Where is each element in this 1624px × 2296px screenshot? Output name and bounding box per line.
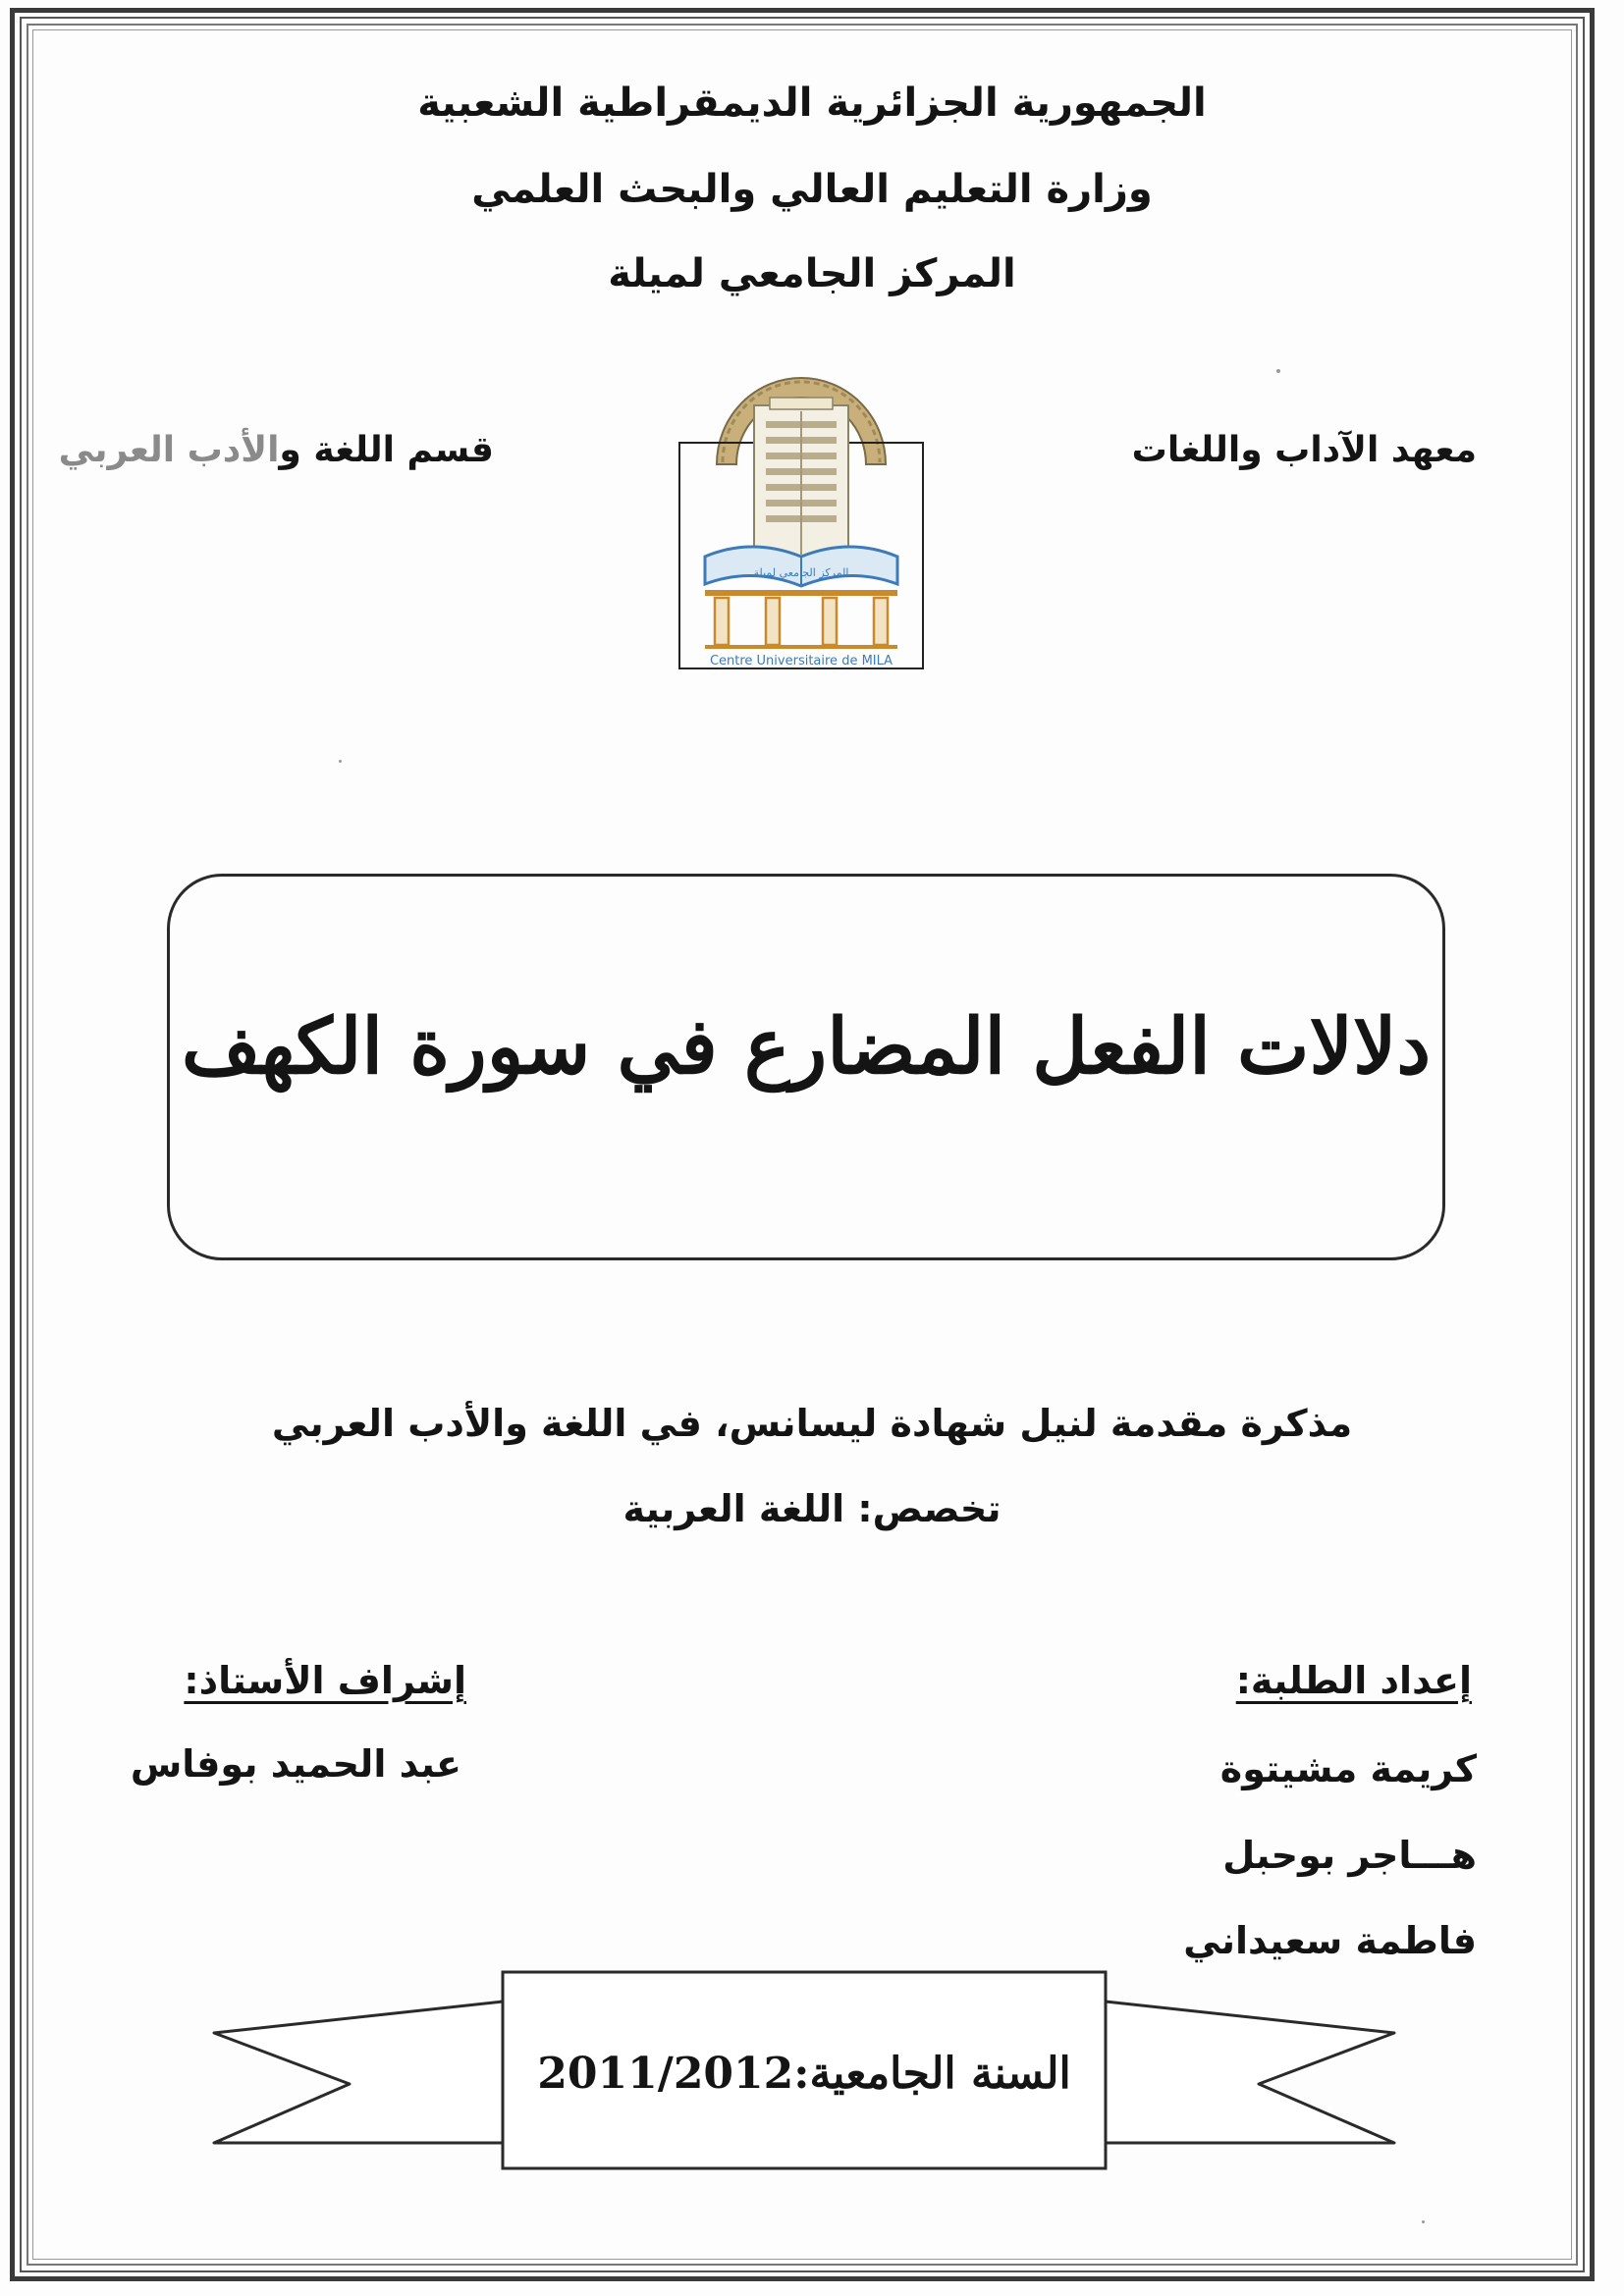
student-name: كريمة مشيتوة	[1219, 1747, 1477, 1790]
department-name	[58, 430, 494, 470]
republic-heading: الجمهورية الجزائرية الديمقراطية الشعبية	[417, 80, 1207, 126]
supervisor-label: إشراف الأستاذ:	[184, 1659, 466, 1702]
degree-statement: مذكرة مقدمة لنيل شهادة ليسانس، في اللغة والأدب العربي	[271, 1402, 1353, 1445]
title-box	[167, 874, 1445, 1260]
academic-year-ribbon	[208, 1968, 1400, 2172]
scan-speck	[1276, 369, 1280, 373]
department-name-faded: الأدب العربي	[58, 430, 280, 470]
ministry-heading: وزارة التعليم العالي والبحث العلمي	[471, 167, 1153, 212]
specialty-line: تخصص: اللغة العربية	[623, 1487, 1001, 1530]
department-name-main: قسم اللغة و	[279, 430, 494, 470]
student-name: هـــاجر بوحبل	[1222, 1834, 1477, 1877]
academic-year: السنة الجامعية:2011/2012	[537, 2049, 1071, 2099]
university-logo-graphic	[676, 348, 927, 672]
scan-speck	[1422, 2220, 1425, 2223]
logo-caption: Centre Universitaire de MILA	[709, 654, 893, 668]
students-label: إعداد الطلبة:	[1235, 1659, 1472, 1702]
logo-arabic-caption: المركز الجامعي لميلة	[753, 566, 849, 579]
thesis-title: دلالات الفعل المضارع في سورة الكهف	[181, 1002, 1432, 1092]
student-name: فاطمة سعيداني	[1183, 1919, 1477, 1962]
university-center-heading: المركز الجامعي لميلة	[608, 251, 1016, 296]
supervisor-name: عبد الحميد بوفاس	[130, 1742, 461, 1786]
institute-name: معهد الآداب واللغات	[1131, 430, 1477, 470]
university-logo	[676, 348, 927, 672]
scan-speck	[339, 760, 342, 763]
